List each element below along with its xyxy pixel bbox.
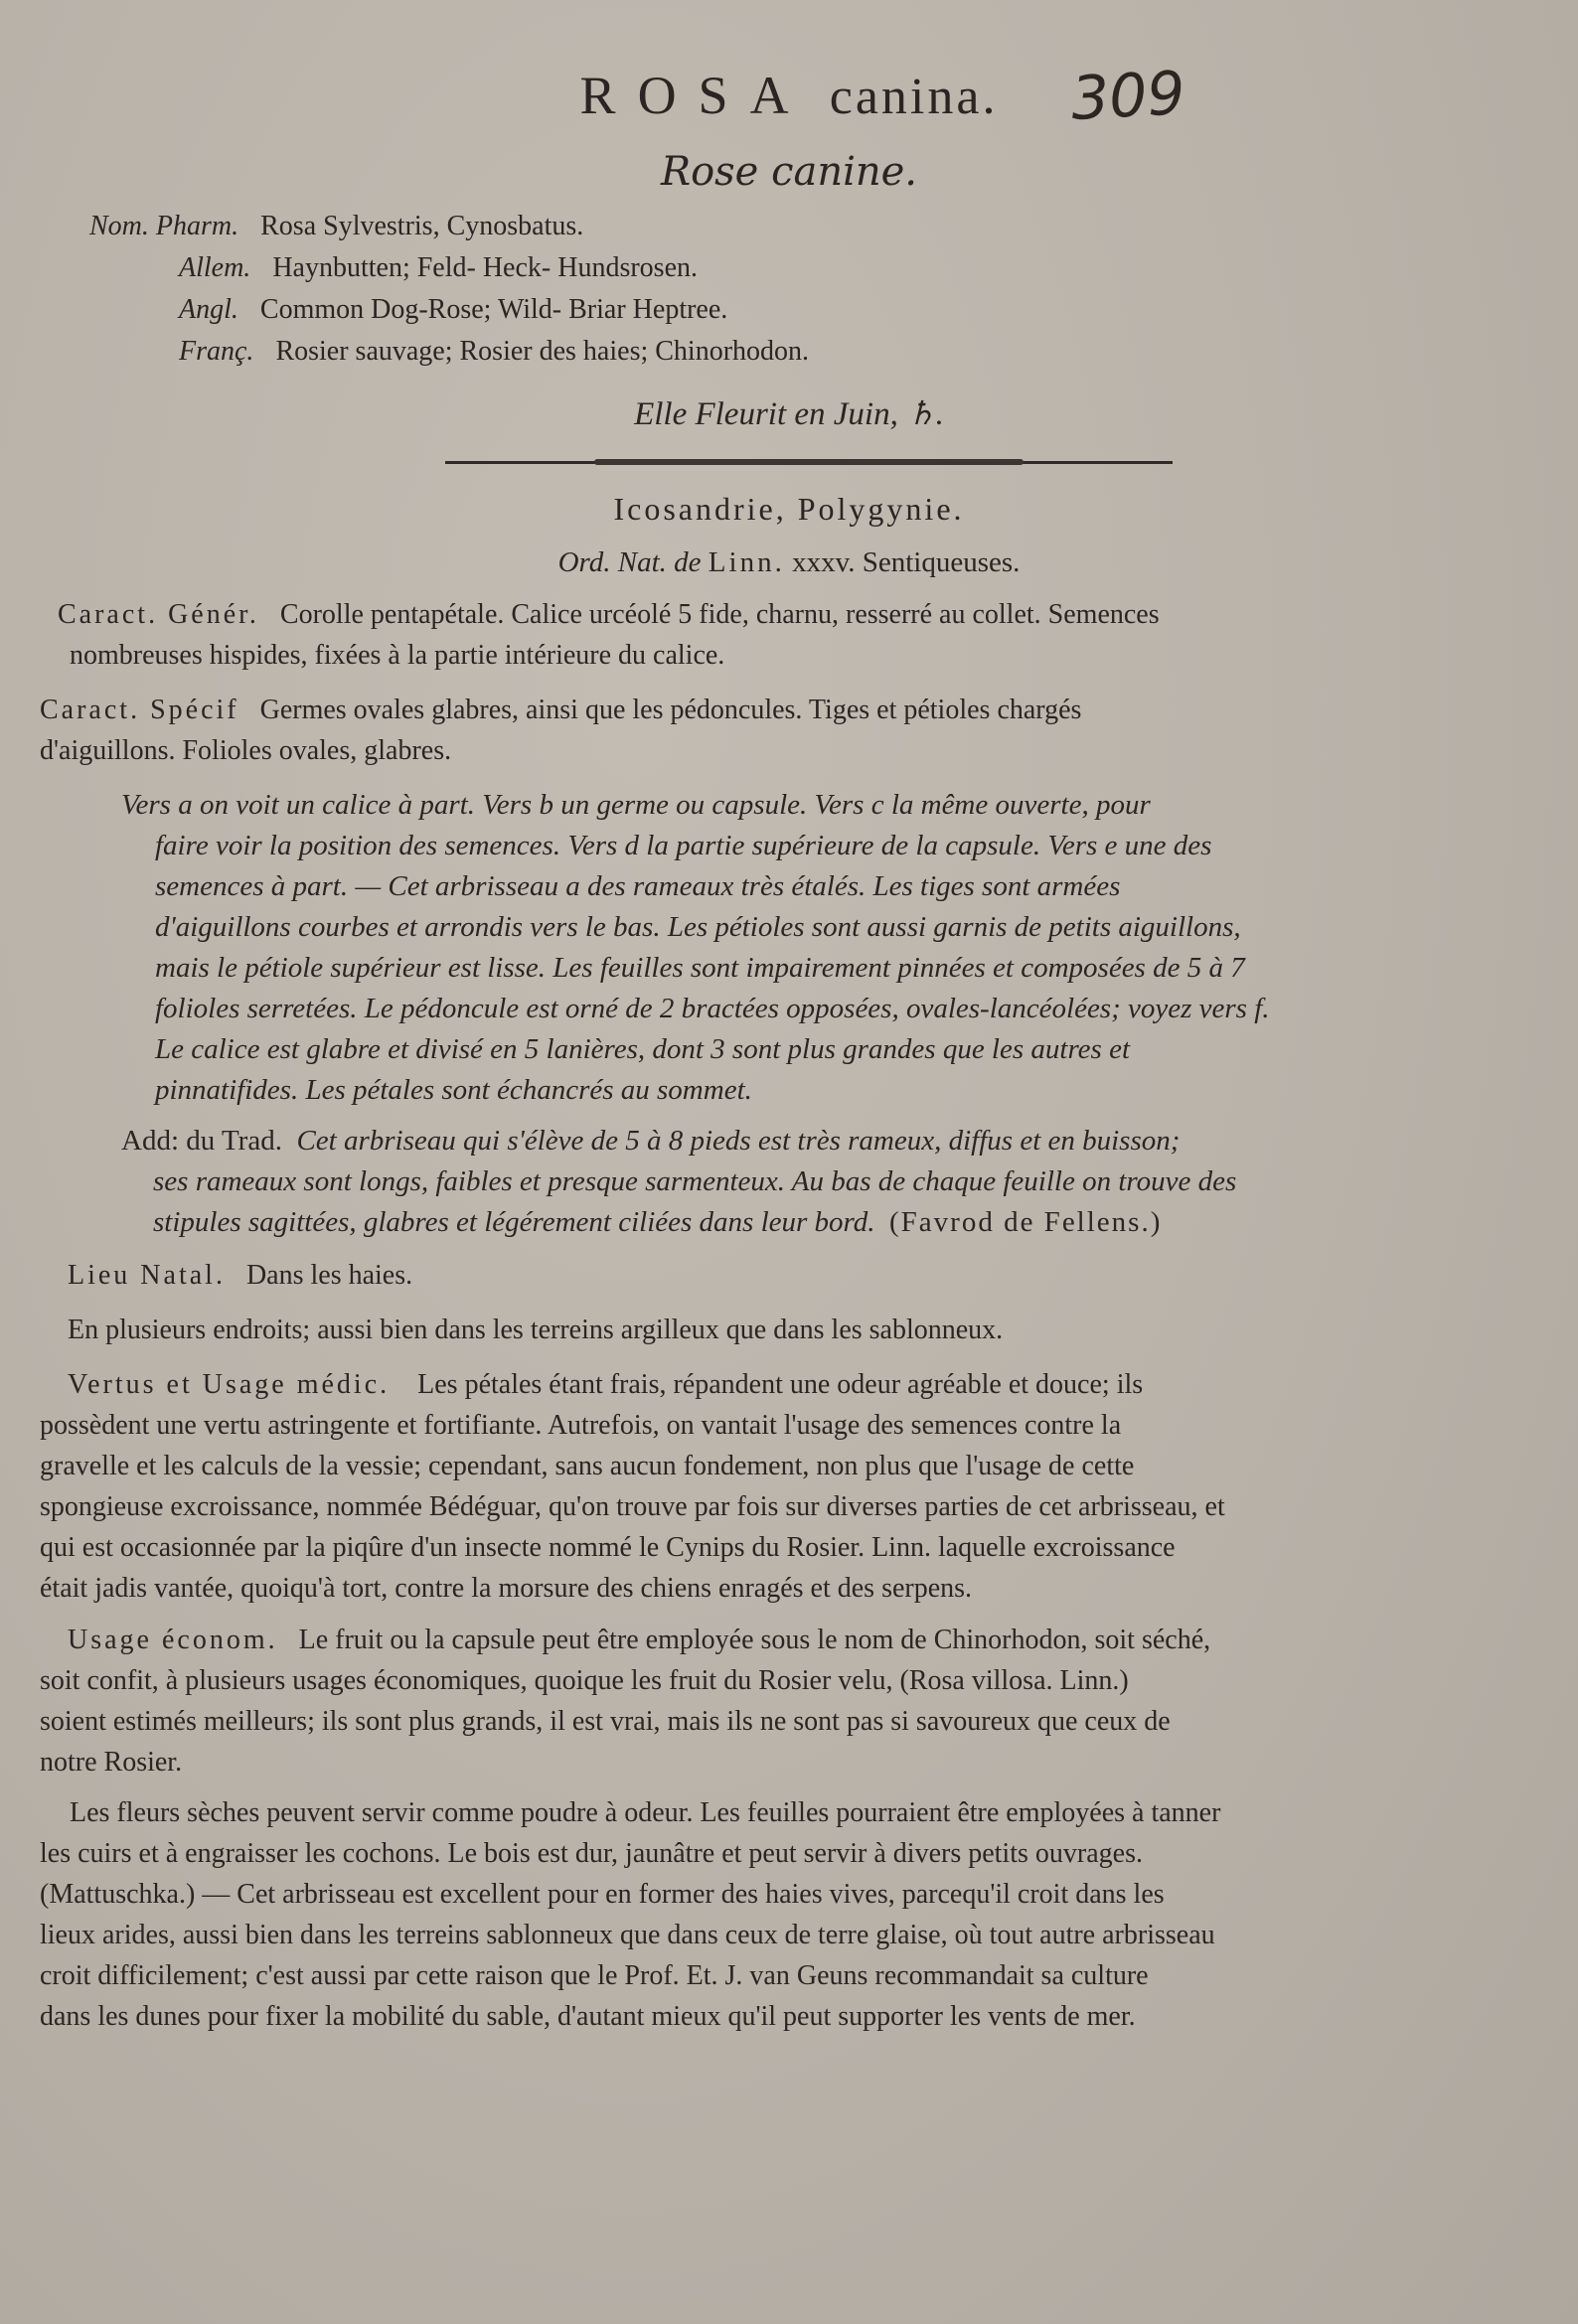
- natural-order: [0, 546, 1578, 579]
- order-number: xxxv.: [792, 546, 856, 578]
- vertus-line: était jadis vantée, quoiqu'à tort, contre la morsure des chiens enragés et des serpens.: [40, 1573, 973, 1604]
- caract-gener-head: Caract. Génér.: [58, 599, 259, 630]
- caract-specif-line: d'aiguillons. Folioles ovales, glabres.: [40, 735, 452, 766]
- fleurs-usage: [40, 1792, 1540, 2037]
- classification: Icosandrie, Polygynie.: [613, 491, 965, 527]
- caract-gener: [58, 594, 1489, 676]
- addendum-head: Add: du Trad.: [121, 1125, 282, 1157]
- description-line: pinnatifides. Les pétales sont échancrés au sommet.: [155, 1074, 752, 1106]
- lieu-head: Lieu Natal.: [68, 1260, 226, 1291]
- fleurs-line: croit difficilement; c'est aussi par cette raison que le Prof. Et. J. van Geuns recommandait sa culture: [40, 1960, 1149, 1991]
- name-row-pharm: [89, 211, 583, 242]
- name-row-angl: [179, 294, 727, 326]
- name-lang: Franç.: [179, 336, 254, 367]
- description-line: Vers a on voit un calice à part. Vers b un germe ou capsule. Vers c la même ouverte, pour: [121, 789, 1151, 821]
- usage-head: Usage économ.: [68, 1625, 278, 1655]
- name-lang: Angl.: [179, 294, 238, 325]
- description-line: Le calice est glabre et divisé en 5 lanières, dont 3 sont plus grandes que les autres et: [155, 1033, 1131, 1065]
- fleurs-line: Les fleurs sèches peuvent servir comme poudre à odeur. Les feuilles pourraient être employées à tanner: [70, 1797, 1221, 1828]
- vertus-line: spongieuse excroissance, nommée Bédéguar, qu'on trouve par fois sur diverses parties de cet arbrisseau, et: [40, 1491, 1225, 1522]
- page-title: [0, 64, 1578, 126]
- common-name: Rose canine.: [660, 149, 918, 195]
- usage-line: Le fruit ou la capsule peut être employée sous le nom de Chinorhodon, soit séché,: [298, 1625, 1211, 1655]
- species-name: canina.: [829, 69, 999, 125]
- order-name: Sentiqueuses.: [862, 546, 1021, 578]
- usage-line: notre Rosier.: [40, 1747, 183, 1778]
- addendum-author: (Favrod de Fellens.): [889, 1206, 1163, 1238]
- order-linn: Linn.: [708, 546, 785, 578]
- flowering-time: Elle Fleurit en Juin, ♄.: [634, 396, 944, 432]
- usage-line: soit confit, à plusieurs usages économiques, quoique les fruit du Rosier velu, (Rosa villosa. Linn.): [40, 1665, 1129, 1696]
- fleurs-line: dans les dunes pour fixer la mobilité du sable, d'autant mieux qu'il peut supporter les vents de mer.: [40, 2001, 1136, 2032]
- name-lang: Nom. Pharm.: [89, 211, 239, 241]
- description-line: d'aiguillons courbes et arrondis vers le bas. Les pétioles sont aussi garnis de petits aiguillons,: [155, 911, 1241, 943]
- vertus-line: Les pétales étant frais, répandent une odeur agréable et douce; ils: [417, 1369, 1144, 1400]
- caract-specif-line: Germes ovales glabres, ainsi que les pédoncules. Tiges et pétioles chargés: [259, 695, 1082, 725]
- caract-gener-line: nombreuses hispides, fixées à la partie intérieure du calice.: [70, 640, 725, 671]
- usage-econom: [40, 1620, 1540, 1782]
- lieu-line: En plusieurs endroits; aussi bien dans les terreins argilleux que dans les sablonneux.: [68, 1315, 1004, 1345]
- addendum-line: Cet arbriseau qui s'élève de 5 à 8 pieds est très rameux, diffus et en buisson;: [296, 1125, 1181, 1157]
- lieu-natal: [68, 1255, 1538, 1296]
- fleurs-line: les cuirs et à engraisser les cochons. Le bois est dur, jaunâtre et peut servir à divers petits ouvrages.: [40, 1838, 1143, 1869]
- name-text: Common Dog-Rose; Wild- Briar Heptree.: [259, 294, 728, 325]
- lieu-text: Dans les haies.: [245, 1260, 413, 1291]
- addendum-line: stipules sagittées, glabres et légérement ciliées dans leur bord.: [153, 1206, 875, 1238]
- description-line: semences à part. — Cet arbrisseau a des rameaux très étalés. Les tiges sont armées: [155, 870, 1121, 902]
- lieu-detail: [68, 1310, 1538, 1350]
- description-line: folioles serretées. Le pédoncule est orné de 2 bractées opposées, ovales-lancéolées; voyez vers f.: [155, 993, 1270, 1024]
- description-line: faire voir la position des semences. Vers d la partie supérieure de la capsule. Vers e une des: [155, 830, 1212, 861]
- genus-name: ROSA: [579, 66, 811, 125]
- translator-addendum: [121, 1121, 1532, 1243]
- caract-specif: [40, 690, 1530, 771]
- handwritten-sheet-number: 309: [1069, 59, 1187, 134]
- divider-rule: [445, 461, 1173, 464]
- name-text: Haynbutten; Feld- Heck- Hundsrosen.: [272, 252, 698, 283]
- caract-gener-line: Corolle pentapétale. Calice urcéolé 5 fide, charnu, resserré au collet. Semences: [279, 599, 1160, 630]
- vertus-line: possèdent une vertu astringente et fortifiante. Autrefois, on vantait l'usage des semences contre la: [40, 1410, 1122, 1441]
- usage-line: soient estimés meilleurs; ils sont plus grands, il est vrai, mais ils ne sont pas si savoureux que ceux de: [40, 1706, 1171, 1737]
- caract-specif-head: Caract. Spécif: [40, 695, 239, 725]
- vertus-head: Vertus et Usage médic.: [68, 1369, 391, 1400]
- name-text: Rosier sauvage; Rosier des haies; Chinorhodon.: [275, 336, 810, 367]
- order-prefix: Ord. Nat. de: [557, 546, 702, 578]
- figure-description: [121, 785, 1532, 1111]
- name-row-franc: [179, 336, 809, 368]
- vertus-line: gravelle et les calculs de la vessie; cependant, sans aucun fondement, non plus que l'usage de cette: [40, 1451, 1135, 1481]
- addendum-line: ses rameaux sont longs, faibles et presque sarmenteux. Au bas de chaque feuille on trouve des: [153, 1165, 1237, 1197]
- name-text: Rosa Sylvestris, Cynosbatus.: [260, 211, 584, 241]
- name-row-allem: [179, 252, 698, 284]
- name-lang: Allem.: [179, 252, 251, 283]
- description-line: mais le pétiole supérieur est lisse. Les feuilles sont impairement pinnées et composées de 5 à 7: [155, 952, 1245, 984]
- vertus-usage: [40, 1364, 1540, 1609]
- fleurs-line: (Mattuschka.) — Cet arbrisseau est excellent pour en former des haies vives, parcequ'il croit dans les: [40, 1879, 1165, 1910]
- vertus-line: qui est occasionnée par la piqûre d'un insecte nommé le Cynips du Rosier. Linn. laquelle excroissance: [40, 1532, 1176, 1563]
- fleurs-line: lieux arides, aussi bien dans les terreins sablonneux que dans ceux de terre glaise, où tout autre arbrisseau: [40, 1920, 1215, 1950]
